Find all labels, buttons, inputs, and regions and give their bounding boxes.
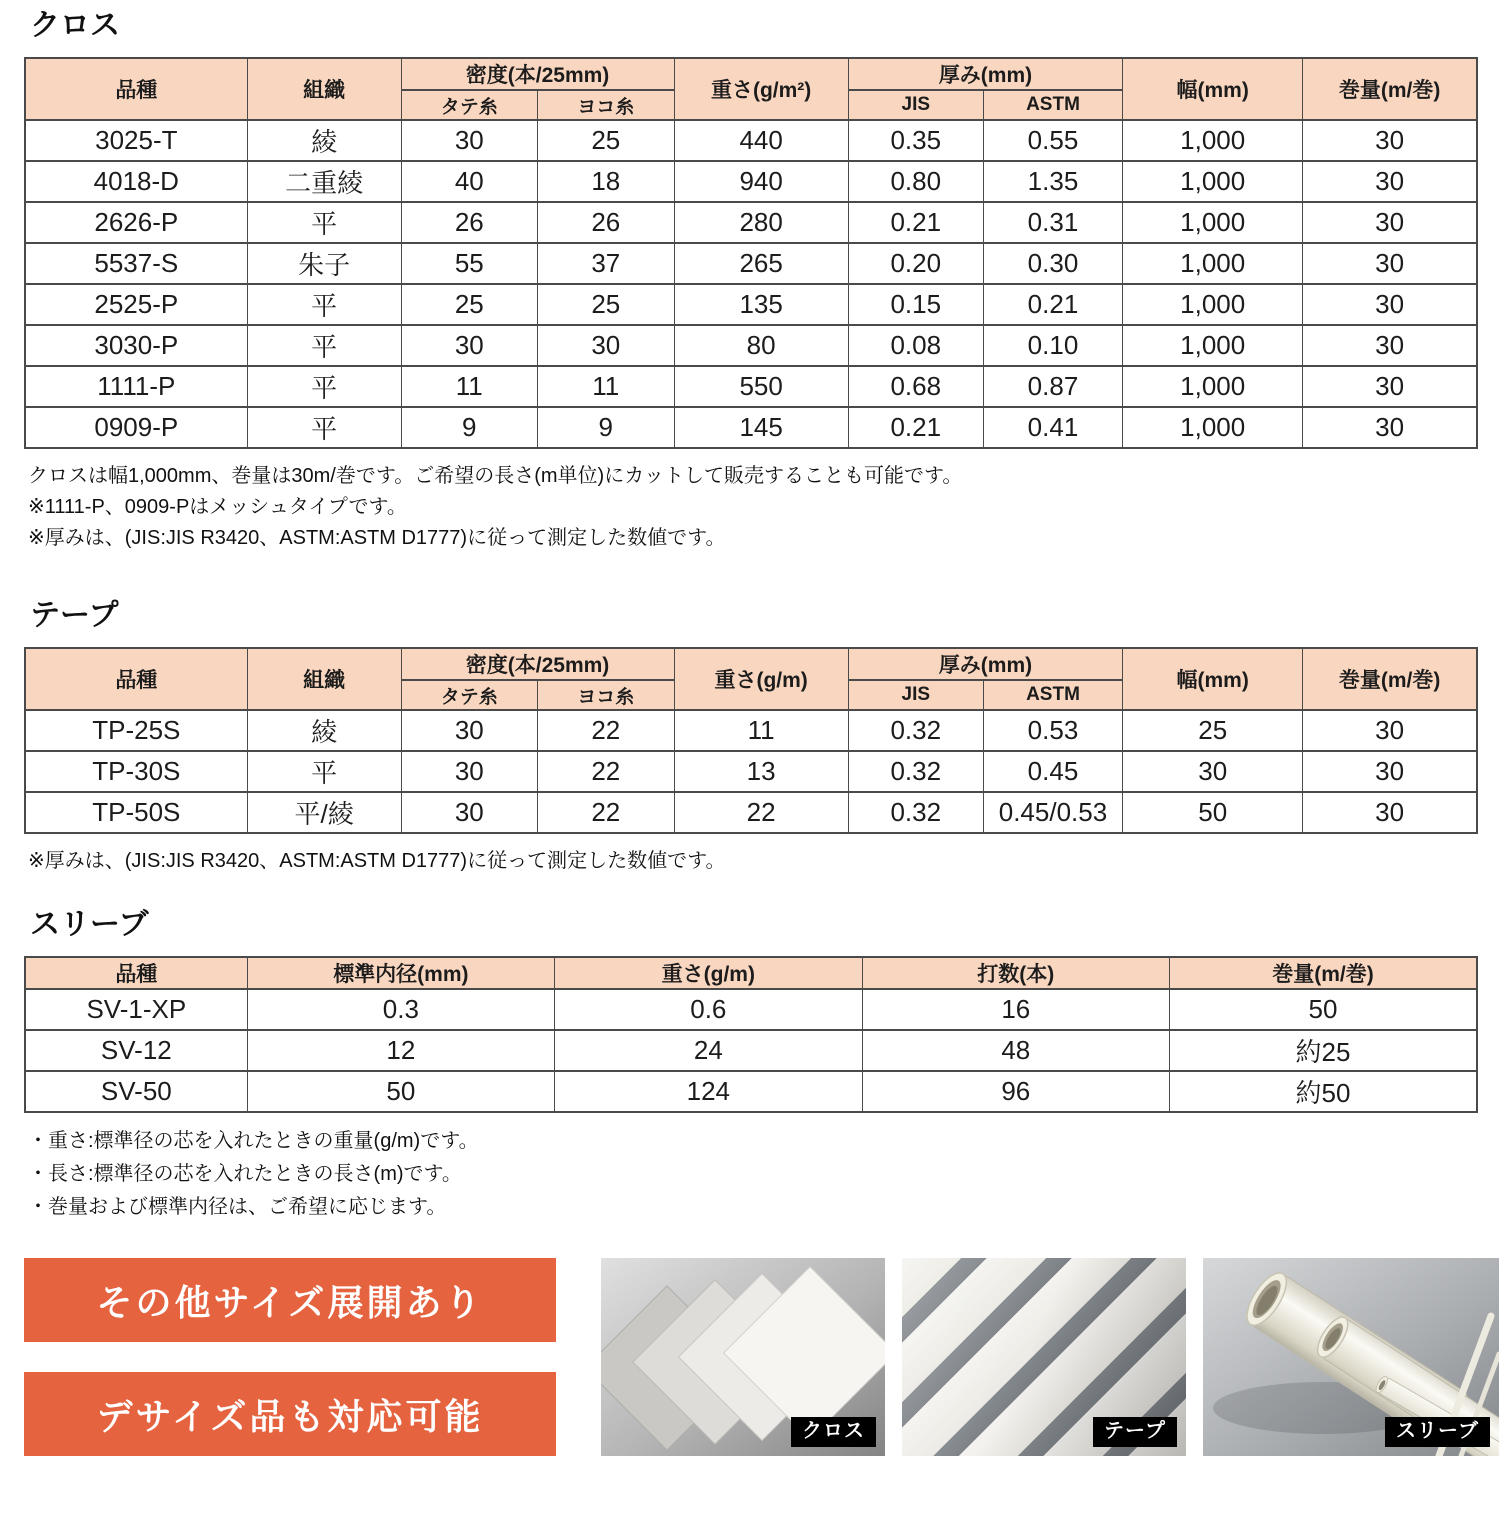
table-cell: 96	[862, 1071, 1169, 1112]
table-cell: 0.15	[848, 284, 983, 325]
table-cell: 22	[538, 751, 674, 792]
table-cell: 0.08	[848, 325, 983, 366]
table-cell: 30	[1303, 202, 1477, 243]
cloth-col-header-thickness-group: 厚み(mm)	[848, 58, 1122, 90]
table-cell: 1,000	[1123, 120, 1303, 161]
bottom-area	[24, 1258, 1478, 1456]
section-tape	[24, 598, 1478, 877]
table-cell: 280	[674, 202, 848, 243]
cloth-col-header-width: 幅(mm)	[1123, 58, 1303, 120]
cloth-col-header-product: 品種	[25, 58, 247, 120]
table-cell: 0.21	[983, 284, 1122, 325]
table-cell: 1,000	[1123, 407, 1303, 448]
table-cell: 0.31	[983, 202, 1122, 243]
table-cell: 平	[247, 366, 401, 407]
table-cell: 2525-P	[25, 284, 247, 325]
table-cell: 5537-S	[25, 243, 247, 284]
table-cell: 0.6	[555, 989, 862, 1030]
table-cell: 40	[401, 161, 537, 202]
table-cell: 1,000	[1123, 366, 1303, 407]
tape-table-header	[25, 648, 1477, 710]
table-cell: 50	[1170, 989, 1478, 1030]
table-cell: 48	[862, 1030, 1169, 1071]
sleeve-header-row	[25, 957, 1477, 989]
tape-col-header-jis: JIS	[848, 680, 983, 710]
column-header: 標準内径(mm)	[247, 957, 554, 989]
table-cell: 0.32	[848, 710, 983, 751]
table-cell: 0.55	[983, 120, 1122, 161]
sleeve-photo	[1203, 1258, 1499, 1456]
table-cell: 24	[555, 1030, 862, 1071]
table-cell: TP-50S	[25, 792, 247, 833]
table-cell: 12	[247, 1030, 554, 1071]
table-cell: 26	[538, 202, 674, 243]
note-line: ・重さ:標準径の芯を入れたときの重量(g/m)です。	[28, 1130, 479, 1152]
table-cell: 二重綾	[247, 161, 401, 202]
sleeve-photo-label: スリーブ	[1385, 1417, 1490, 1447]
tape-table-body	[25, 710, 1477, 833]
section-sleeve	[24, 907, 1478, 1224]
table-cell: 30	[1303, 325, 1477, 366]
table-cell: 3025-T	[25, 120, 247, 161]
cloth-spec-table	[24, 57, 1478, 449]
table-cell: 25	[538, 284, 674, 325]
table-cell: 平	[247, 407, 401, 448]
table-row	[25, 202, 1477, 243]
note-line: ※厚みは、(JIS:JIS R3420、ASTM:ASTM D1777)に従って測定した数値です。	[28, 850, 726, 872]
banner-custom-sizes-label: デサイズ品も対応可能	[96, 1395, 484, 1437]
table-cell: 30	[1303, 751, 1477, 792]
cloth-col-header-jis: JIS	[848, 90, 983, 120]
table-cell: 0.30	[983, 243, 1122, 284]
table-cell: 30	[1303, 161, 1477, 202]
tape-spec-table	[24, 647, 1478, 834]
tape-col-header-warp: タテ糸	[401, 680, 537, 710]
table-row	[25, 1030, 1477, 1071]
tape-col-header-density-group: 密度(本/25mm)	[401, 648, 674, 680]
table-cell: 135	[674, 284, 848, 325]
sleeve-table-body	[25, 989, 1477, 1112]
table-cell: 1,000	[1123, 243, 1303, 284]
banner-custom-sizes	[24, 1372, 556, 1456]
cloth-col-header-warp: タテ糸	[401, 90, 537, 120]
note-line: ・長さ:標準径の芯を入れたときの長さ(m)です。	[28, 1163, 462, 1185]
table-cell: 0.3	[247, 989, 554, 1030]
tape-photo-label: テープ	[1093, 1417, 1177, 1447]
table-cell: 22	[538, 792, 674, 833]
table-cell: 30	[1303, 407, 1477, 448]
table-cell: 4018-D	[25, 161, 247, 202]
table-cell: 30	[401, 751, 537, 792]
table-cell: 124	[555, 1071, 862, 1112]
cloth-col-header-weave: 組織	[247, 58, 401, 120]
table-cell: 11	[674, 710, 848, 751]
table-cell: 1111-P	[25, 366, 247, 407]
table-cell: 80	[674, 325, 848, 366]
sleeve-section-title: スリーブ	[30, 908, 149, 941]
table-cell: 30	[1303, 366, 1477, 407]
table-cell: 1,000	[1123, 284, 1303, 325]
table-cell: 0.80	[848, 161, 983, 202]
table-cell: 約50	[1170, 1071, 1478, 1112]
note-line: クロスは幅1,000mm、巻量は30m/巻です。ご希望の長さ(m単位)にカットして販売することも可能です。	[28, 465, 963, 487]
table-cell: 1,000	[1123, 202, 1303, 243]
table-cell: 平	[247, 751, 401, 792]
table-cell: 2626-P	[25, 202, 247, 243]
table-row	[25, 710, 1477, 751]
table-cell: 0.45/0.53	[983, 792, 1122, 833]
column-header: 巻量(m/巻)	[1170, 957, 1478, 989]
table-cell: 440	[674, 120, 848, 161]
table-cell: 0.41	[983, 407, 1122, 448]
tape-col-header-thickness-group: 厚み(mm)	[848, 648, 1122, 680]
note-line: ※1111-P、0909-Pはメッシュタイプです。	[28, 496, 407, 518]
table-cell: 22	[674, 792, 848, 833]
cloth-photo	[601, 1258, 885, 1456]
table-cell: 0.32	[848, 792, 983, 833]
table-cell: SV-50	[25, 1071, 247, 1112]
note-line: ・巻量および標準内径は、ご希望に応じます。	[28, 1196, 447, 1218]
table-cell: 265	[674, 243, 848, 284]
tape-notes	[28, 846, 1478, 877]
product-photos	[601, 1258, 1499, 1456]
table-cell: 0.21	[848, 202, 983, 243]
cloth-section-title: クロス	[30, 9, 120, 42]
table-cell: 0.10	[983, 325, 1122, 366]
table-cell: SV-12	[25, 1030, 247, 1071]
table-cell: 145	[674, 407, 848, 448]
column-header: 品種	[25, 957, 247, 989]
cloth-table-header	[25, 58, 1477, 120]
cloth-col-header-astm: ASTM	[983, 90, 1122, 120]
table-cell: 3030-P	[25, 325, 247, 366]
tape-col-header-width: 幅(mm)	[1123, 648, 1303, 710]
section-cloth	[24, 8, 1478, 554]
table-cell: 0.32	[848, 751, 983, 792]
table-row	[25, 407, 1477, 448]
table-cell: 30	[401, 792, 537, 833]
note-line: ※厚みは、(JIS:JIS R3420、ASTM:ASTM D1777)に従って測定した数値です。	[28, 527, 726, 549]
table-row	[25, 792, 1477, 833]
table-row	[25, 284, 1477, 325]
table-cell: 1,000	[1123, 161, 1303, 202]
sleeve-notes	[28, 1125, 1478, 1224]
table-cell: 9	[538, 407, 674, 448]
table-cell: 約25	[1170, 1030, 1478, 1071]
table-cell: 0.35	[848, 120, 983, 161]
table-cell: 平	[247, 325, 401, 366]
table-cell: 0909-P	[25, 407, 247, 448]
table-row	[25, 989, 1477, 1030]
table-cell: 30	[1303, 792, 1477, 833]
table-cell: 11	[401, 366, 537, 407]
tape-col-header-weight: 重さ(g/m)	[674, 648, 848, 710]
table-cell: 25	[1123, 710, 1303, 751]
tape-section-title: テープ	[30, 599, 119, 632]
table-cell: 30	[1303, 243, 1477, 284]
table-cell: 平/綾	[247, 792, 401, 833]
banner-other-sizes	[24, 1258, 556, 1342]
column-header: 重さ(g/m)	[555, 957, 862, 989]
table-cell: 50	[247, 1071, 554, 1112]
column-header: 打数(本)	[862, 957, 1169, 989]
cloth-col-header-weight: 重さ(g/m²)	[674, 58, 848, 120]
table-cell: 30	[1303, 710, 1477, 751]
table-cell: 綾	[247, 710, 401, 751]
table-cell: 22	[538, 710, 674, 751]
tape-col-header-roll-length: 巻量(m/巻)	[1303, 648, 1477, 710]
table-cell: 30	[538, 325, 674, 366]
table-cell: 30	[1303, 284, 1477, 325]
table-cell: 30	[401, 325, 537, 366]
table-cell: TP-25S	[25, 710, 247, 751]
table-cell: 55	[401, 243, 537, 284]
table-cell: 11	[538, 366, 674, 407]
table-cell: 0.53	[983, 710, 1122, 751]
table-cell: 37	[538, 243, 674, 284]
table-row	[25, 366, 1477, 407]
table-row	[25, 325, 1477, 366]
table-cell: 13	[674, 751, 848, 792]
sleeve-spec-table	[24, 956, 1478, 1113]
table-cell: 550	[674, 366, 848, 407]
table-cell: 0.20	[848, 243, 983, 284]
table-cell: 0.87	[983, 366, 1122, 407]
sleeve-table-header	[25, 957, 1477, 989]
table-row	[25, 120, 1477, 161]
table-cell: 1,000	[1123, 325, 1303, 366]
table-cell: 0.45	[983, 751, 1122, 792]
table-cell: 26	[401, 202, 537, 243]
table-cell: 綾	[247, 120, 401, 161]
table-cell: 30	[401, 710, 537, 751]
table-cell: 0.21	[848, 407, 983, 448]
cloth-col-header-density-group: 密度(本/25mm)	[401, 58, 674, 90]
table-cell: 平	[247, 202, 401, 243]
table-cell: 朱子	[247, 243, 401, 284]
tape-photo	[902, 1258, 1186, 1456]
table-cell: 940	[674, 161, 848, 202]
table-cell: 25	[401, 284, 537, 325]
table-row	[25, 243, 1477, 284]
table-cell: 18	[538, 161, 674, 202]
banner-column	[24, 1258, 556, 1456]
table-cell: 30	[401, 120, 537, 161]
table-cell: 30	[1123, 751, 1303, 792]
table-cell: 30	[1303, 120, 1477, 161]
cloth-col-header-roll-length: 巻量(m/巻)	[1303, 58, 1477, 120]
tape-col-header-astm: ASTM	[983, 680, 1122, 710]
table-cell: TP-30S	[25, 751, 247, 792]
table-cell: 平	[247, 284, 401, 325]
table-row	[25, 751, 1477, 792]
cloth-photo-label: クロス	[791, 1417, 876, 1447]
table-cell: 25	[538, 120, 674, 161]
banner-other-sizes-label: その他サイズ展開あり	[96, 1281, 484, 1323]
table-row	[25, 1071, 1477, 1112]
cloth-col-header-weft: ヨコ糸	[538, 90, 674, 120]
table-cell: 16	[862, 989, 1169, 1030]
cloth-notes	[28, 461, 1478, 554]
table-cell: SV-1-XP	[25, 989, 247, 1030]
table-cell: 9	[401, 407, 537, 448]
tape-col-header-product: 品種	[25, 648, 247, 710]
cloth-table-body	[25, 120, 1477, 448]
table-cell: 1.35	[983, 161, 1122, 202]
tape-col-header-weave: 組織	[247, 648, 401, 710]
table-row	[25, 161, 1477, 202]
tape-col-header-weft: ヨコ糸	[538, 680, 674, 710]
table-cell: 0.68	[848, 366, 983, 407]
table-cell: 50	[1123, 792, 1303, 833]
